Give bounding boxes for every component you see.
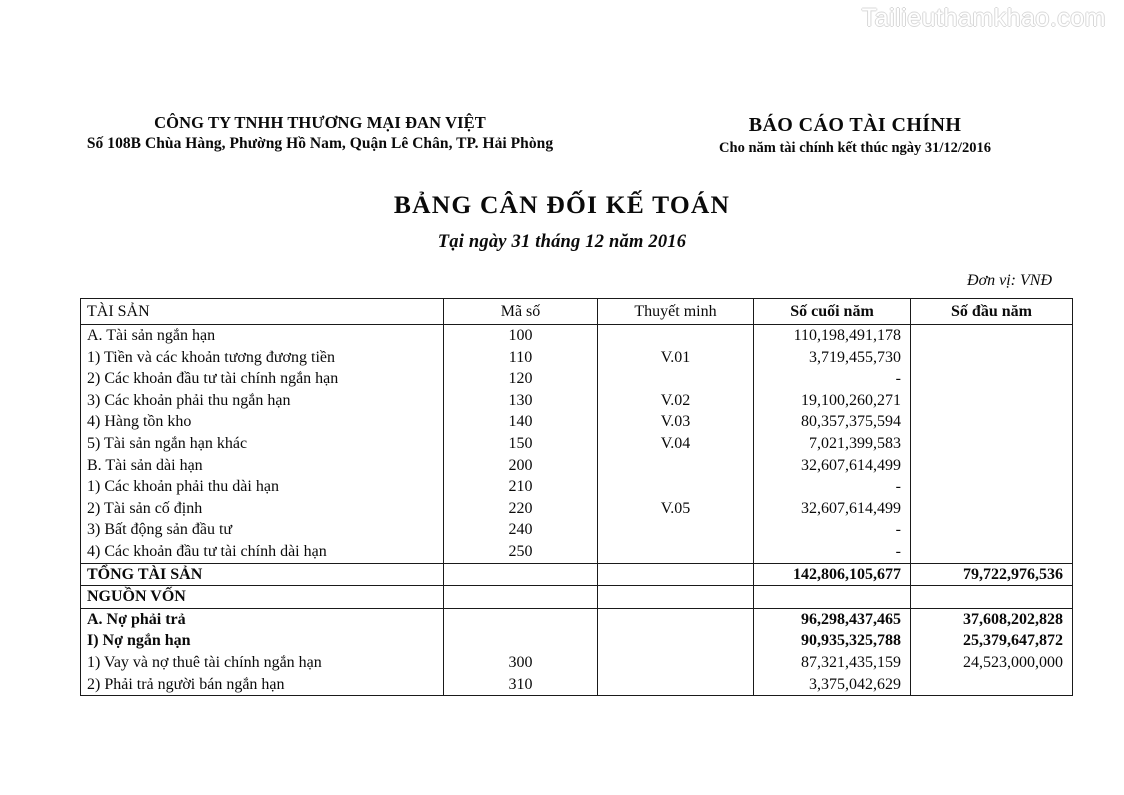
cell-note bbox=[598, 630, 754, 652]
cell-line-item: 1) Các khoản phải thu dài hạn bbox=[81, 476, 444, 498]
table-body bbox=[81, 325, 1073, 696]
cell-line-item: 4) Hàng tồn kho bbox=[81, 411, 444, 433]
document-header bbox=[0, 112, 1124, 159]
cell-note bbox=[598, 368, 754, 390]
cell-previous-year: 25,379,647,872 bbox=[911, 630, 1073, 652]
cell-previous-year bbox=[911, 433, 1073, 455]
cell-line-item: B. Tài sản dài hạn bbox=[81, 455, 444, 477]
table-row-asset bbox=[81, 411, 1073, 433]
column-header-note: Thuyết minh bbox=[598, 299, 754, 325]
cell-code bbox=[444, 630, 598, 652]
company-address: Số 108B Chùa Hàng, Phường Hồ Nam, Quận Lê Chân, TP. Hải Phòng bbox=[86, 134, 554, 152]
column-header-previous: Số đầu năm bbox=[911, 299, 1073, 325]
cell-note: V.04 bbox=[598, 433, 754, 455]
table-row-liability bbox=[81, 630, 1073, 652]
cell-current-year: - bbox=[754, 368, 911, 390]
cell-code: 220 bbox=[444, 498, 598, 520]
cell-note bbox=[598, 519, 754, 541]
cell-line-item: 4) Các khoản đầu tư tài chính dài hạn bbox=[81, 541, 444, 563]
cell-note bbox=[598, 674, 754, 696]
company-name: CÔNG TY TNHH THƯƠNG MẠI ĐAN VIỆT bbox=[154, 113, 486, 132]
cell-current-year: - bbox=[754, 476, 911, 498]
currency-unit-label: Đơn vị: VNĐ bbox=[967, 272, 1052, 289]
cell-previous-year: 37,608,202,828 bbox=[911, 608, 1073, 630]
cell-current-year bbox=[754, 586, 911, 609]
cell-note bbox=[598, 563, 754, 586]
cell-previous-year: 79,722,976,536 bbox=[911, 563, 1073, 586]
cell-code: 250 bbox=[444, 541, 598, 563]
table-row-asset bbox=[81, 390, 1073, 412]
cell-current-year: 7,021,399,583 bbox=[754, 433, 911, 455]
cell-line-item: A. Nợ phải trả bbox=[81, 608, 444, 630]
table-row-asset bbox=[81, 498, 1073, 520]
cell-note: V.05 bbox=[598, 498, 754, 520]
cell-line-item: 3) Bất động sản đầu tư bbox=[81, 519, 444, 541]
report-period: Cho năm tài chính kết thúc ngày 31/12/2016 bbox=[719, 140, 991, 156]
cell-line-item: 5) Tài sản ngắn hạn khác bbox=[81, 433, 444, 455]
cell-previous-year bbox=[911, 498, 1073, 520]
cell-code: 120 bbox=[444, 368, 598, 390]
cell-line-item: I) Nợ ngắn hạn bbox=[81, 630, 444, 652]
cell-previous-year bbox=[911, 586, 1073, 609]
table-row-liability bbox=[81, 674, 1073, 696]
cell-current-year: 87,321,435,159 bbox=[754, 652, 911, 674]
cell-note bbox=[598, 608, 754, 630]
cell-code: 100 bbox=[444, 325, 598, 347]
cell-code: 130 bbox=[444, 390, 598, 412]
table-row-asset bbox=[81, 541, 1073, 563]
column-header-assets: TÀI SẢN bbox=[81, 299, 444, 325]
cell-code: 150 bbox=[444, 433, 598, 455]
table-row-equity-heading bbox=[81, 586, 1073, 609]
table-header-row bbox=[81, 299, 1073, 325]
cell-line-item: NGUỒN VỐN bbox=[81, 586, 444, 609]
cell-note: V.01 bbox=[598, 347, 754, 369]
cell-code: 140 bbox=[444, 411, 598, 433]
cell-current-year: - bbox=[754, 519, 911, 541]
cell-note bbox=[598, 455, 754, 477]
cell-current-year: 3,719,455,730 bbox=[754, 347, 911, 369]
cell-line-item: TỔNG TÀI SẢN bbox=[81, 563, 444, 586]
cell-note: V.02 bbox=[598, 390, 754, 412]
cell-code: 200 bbox=[444, 455, 598, 477]
report-info-block bbox=[640, 112, 1070, 159]
cell-line-item: 3) Các khoản phải thu ngắn hạn bbox=[81, 390, 444, 412]
table-row-asset bbox=[81, 476, 1073, 498]
cell-current-year: 96,298,437,465 bbox=[754, 608, 911, 630]
cell-current-year: 80,357,375,594 bbox=[754, 411, 911, 433]
cell-current-year: 32,607,614,499 bbox=[754, 455, 911, 477]
page-subtitle: Tại ngày 31 tháng 12 năm 2016 bbox=[437, 232, 687, 252]
cell-previous-year: 24,523,000,000 bbox=[911, 652, 1073, 674]
cell-previous-year bbox=[911, 368, 1073, 390]
table-row-asset bbox=[81, 433, 1073, 455]
cell-code: 310 bbox=[444, 674, 598, 696]
balance-sheet-table bbox=[80, 298, 1073, 696]
cell-code bbox=[444, 563, 598, 586]
cell-note bbox=[598, 476, 754, 498]
cell-note bbox=[598, 325, 754, 347]
cell-previous-year bbox=[911, 455, 1073, 477]
cell-previous-year bbox=[911, 325, 1073, 347]
table-row-asset bbox=[81, 519, 1073, 541]
cell-code: 210 bbox=[444, 476, 598, 498]
cell-code: 240 bbox=[444, 519, 598, 541]
cell-previous-year bbox=[911, 541, 1073, 563]
watermark-text: Tailieuthamkhao.com bbox=[861, 4, 1106, 32]
cell-line-item: 1) Vay và nợ thuê tài chính ngắn hạn bbox=[81, 652, 444, 674]
cell-current-year: - bbox=[754, 541, 911, 563]
cell-code: 300 bbox=[444, 652, 598, 674]
cell-line-item: 2) Các khoản đầu tư tài chính ngắn hạn bbox=[81, 368, 444, 390]
table-row-asset bbox=[81, 455, 1073, 477]
cell-previous-year bbox=[911, 390, 1073, 412]
cell-note bbox=[598, 586, 754, 609]
page-title: BẢNG CÂN ĐỐI KẾ TOÁN bbox=[393, 190, 731, 219]
table-row-asset bbox=[81, 347, 1073, 369]
cell-current-year: 19,100,260,271 bbox=[754, 390, 911, 412]
table-row-liability bbox=[81, 652, 1073, 674]
cell-previous-year bbox=[911, 411, 1073, 433]
cell-line-item: 2) Tài sản cố định bbox=[81, 498, 444, 520]
table-row-asset bbox=[81, 368, 1073, 390]
cell-code: 110 bbox=[444, 347, 598, 369]
column-header-code: Mã số bbox=[444, 299, 598, 325]
cell-previous-year bbox=[911, 674, 1073, 696]
cell-line-item: 2) Phải trả người bán ngắn hạn bbox=[81, 674, 444, 696]
cell-current-year: 110,198,491,178 bbox=[754, 325, 911, 347]
cell-previous-year bbox=[911, 519, 1073, 541]
cell-note bbox=[598, 541, 754, 563]
cell-line-item: 1) Tiền và các khoản tương đương tiền bbox=[81, 347, 444, 369]
cell-previous-year bbox=[911, 476, 1073, 498]
report-title: BÁO CÁO TÀI CHÍNH bbox=[748, 114, 962, 136]
cell-code bbox=[444, 586, 598, 609]
cell-note: V.03 bbox=[598, 411, 754, 433]
table-row-asset bbox=[81, 325, 1073, 347]
cell-code bbox=[444, 608, 598, 630]
cell-line-item: A. Tài sản ngắn hạn bbox=[81, 325, 444, 347]
cell-current-year: 90,935,325,788 bbox=[754, 630, 911, 652]
cell-current-year: 32,607,614,499 bbox=[754, 498, 911, 520]
cell-note bbox=[598, 652, 754, 674]
cell-current-year: 3,375,042,629 bbox=[754, 674, 911, 696]
cell-current-year: 142,806,105,677 bbox=[754, 563, 911, 586]
cell-previous-year bbox=[911, 347, 1073, 369]
column-header-current: Số cuối năm bbox=[754, 299, 911, 325]
table-row-total-assets bbox=[81, 563, 1073, 586]
company-info-block bbox=[0, 112, 640, 154]
table-row-liability bbox=[81, 608, 1073, 630]
